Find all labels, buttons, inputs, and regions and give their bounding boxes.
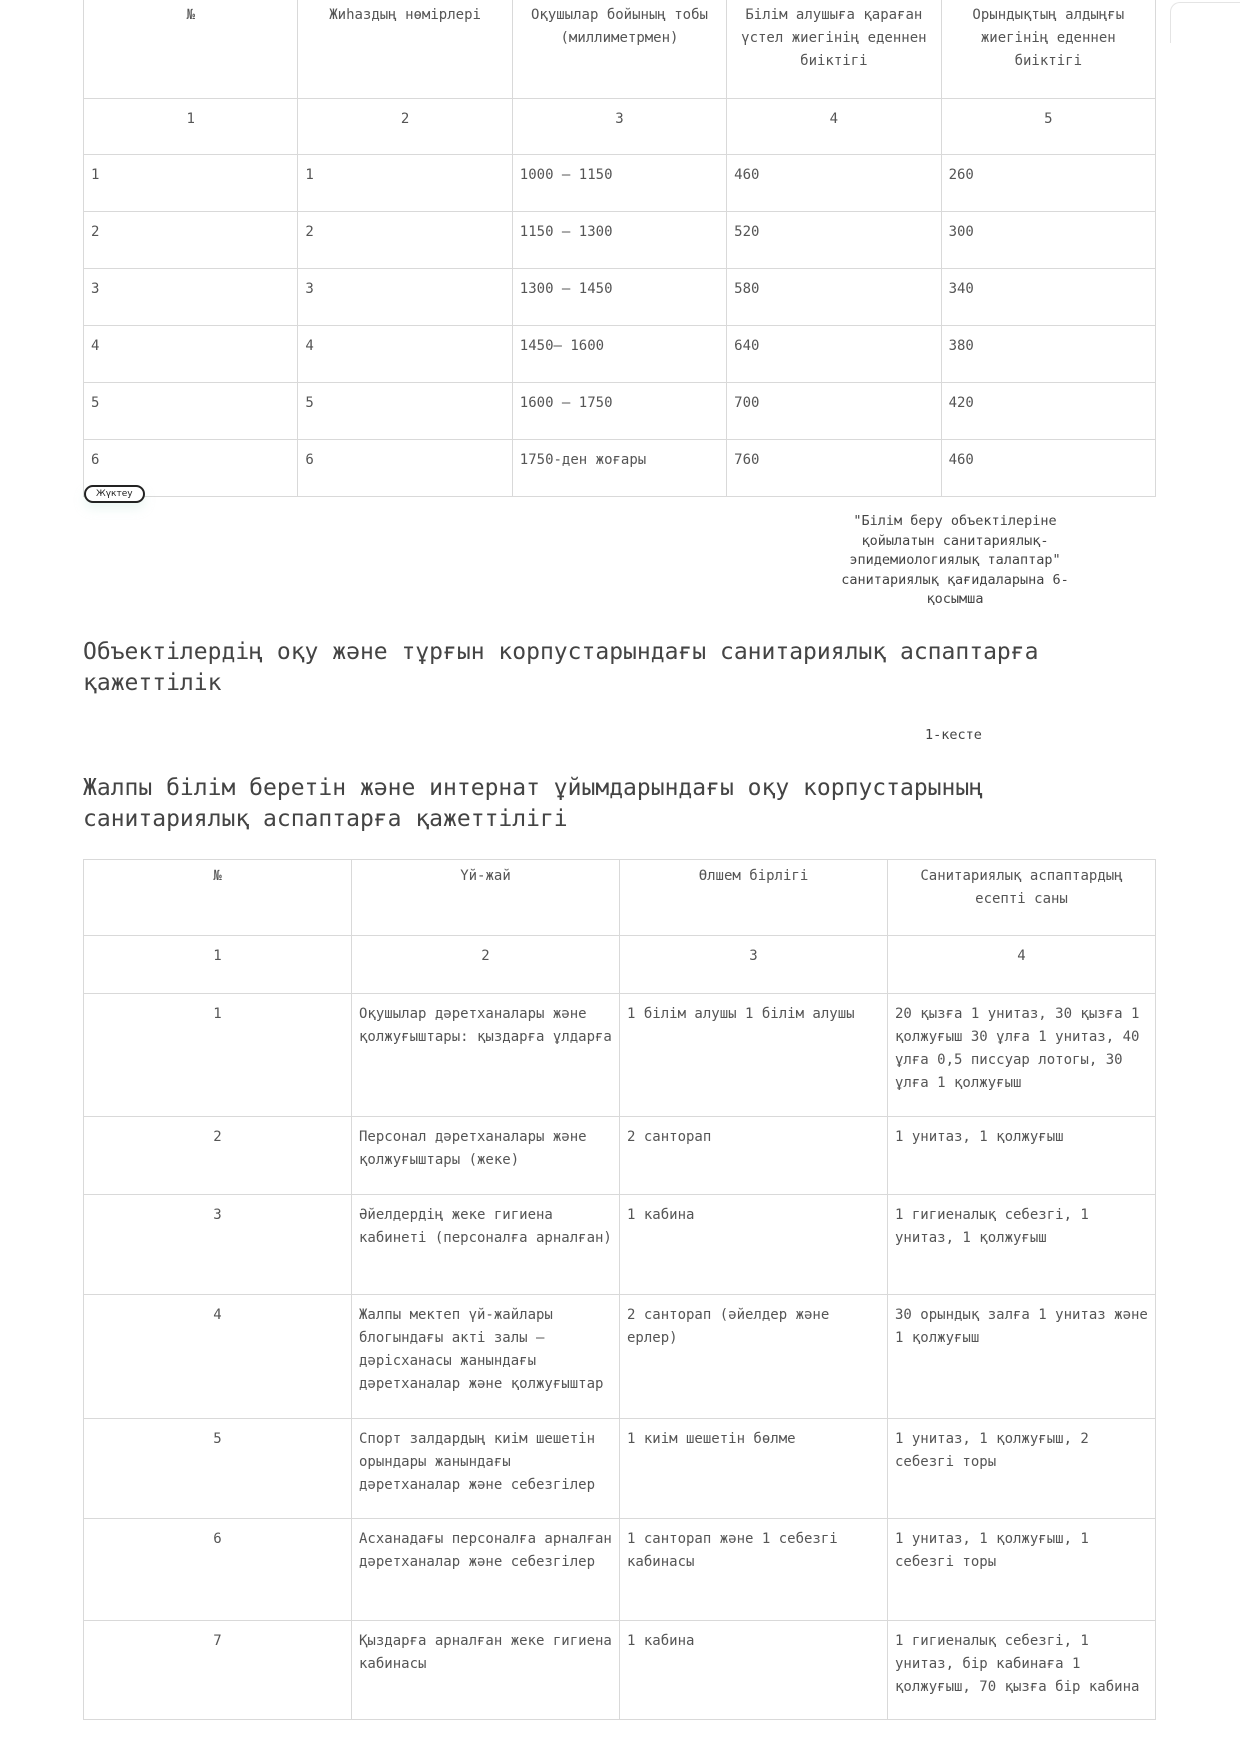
table-row [84, 440, 1156, 497]
table-cell: 260 [941, 155, 1155, 212]
table-row [84, 269, 1156, 326]
table-cell: 3 [298, 269, 512, 326]
header-cell: Орындықтың алдыңғы жиегінің еденнен биіктігі [941, 0, 1155, 99]
table-cell: 6 [84, 1519, 352, 1621]
table-cell: 4 [84, 1295, 352, 1419]
table-row [84, 155, 1156, 212]
table-cell: 2 [84, 212, 298, 269]
table-cell: 7 [84, 1621, 352, 1720]
table-row [84, 1117, 1156, 1195]
annex-note: "Білім беру объектілеріне қойылатын санитариялық-эпидемиологиялық талаптар" санитариялық қағидаларына 6-қосымша [841, 513, 1069, 607]
table-cell: 1750-ден жоғары [512, 440, 726, 497]
table-cell: 380 [941, 326, 1155, 383]
table-header-row [84, 0, 1156, 99]
table-cell: 1 киім шешетін бөлме [620, 1419, 888, 1519]
table-cell: 1 [298, 155, 512, 212]
table-cell: 1 санторап және 1 себезгі кабинасы [620, 1519, 888, 1621]
table-cell: 5 [298, 383, 512, 440]
table-cell: 6 [84, 440, 298, 497]
table-cell: 1000 – 1150 [512, 155, 726, 212]
table-cell: 1600 – 1750 [512, 383, 726, 440]
column-number-cell: 5 [941, 99, 1155, 155]
furniture-height-table [83, 0, 1156, 497]
column-number-cell: 1 [84, 936, 352, 994]
header-cell: Жиһаздың нөмірлері [298, 0, 512, 99]
table-cell: 2 [298, 212, 512, 269]
column-number-cell: 4 [888, 936, 1156, 994]
header-cell: Санитариялық аспаптардың есепті саны [888, 860, 1156, 936]
table-cell: 4 [84, 326, 298, 383]
table-cell: 20 қызға 1 унитаз, 30 қызға 1 қолжуғыш 30 ұлға 1 унитаз, 40 ұлға 0,5 писсуар лотогы, 30 ұлға 1 қолжуғыш [888, 994, 1156, 1117]
table-cell: 1150 – 1300 [512, 212, 726, 269]
table-cell: 420 [941, 383, 1155, 440]
column-number-row [84, 936, 1156, 994]
table-row [84, 1519, 1156, 1621]
table-cell: Жалпы мектеп үй-жайлары блогындағы акті залы – дәрісханасы жанындағы дәретханалар және қолжуғыштар [352, 1295, 620, 1419]
header-cell: Білім алушыға қараған үстел жиегінің еденнен биіктігі [727, 0, 941, 99]
table-cell: 2 санторап (әйелдер және ерлер) [620, 1295, 888, 1419]
side-panel-frame [1170, 2, 1240, 43]
table-cell: 3 [84, 269, 298, 326]
table-header-row [84, 860, 1156, 936]
table-row [84, 326, 1156, 383]
table-cell: 5 [84, 1419, 352, 1519]
table-row [84, 383, 1156, 440]
header-cell: Өлшем бірлігі [620, 860, 888, 936]
table-cell: 1 унитаз, 1 қолжуғыш, 2 себезгі торы [888, 1419, 1156, 1519]
table-label: 1-кесте [925, 727, 982, 743]
header-cell: Оқушылар бойының тобы (миллиметрмен) [512, 0, 726, 99]
table-cell: 2 санторап [620, 1117, 888, 1195]
table-cell: 700 [727, 383, 941, 440]
table-cell: 4 [298, 326, 512, 383]
table-cell: 30 орындық залға 1 унитаз және 1 қолжуғыш [888, 1295, 1156, 1419]
column-number-cell: 2 [352, 936, 620, 994]
header-cell: № [84, 860, 352, 936]
table-cell: 1450– 1600 [512, 326, 726, 383]
header-cell: Үй-жай [352, 860, 620, 936]
table-cell: Асханадағы персоналға арналған дәретханалар және себезгілер [352, 1519, 620, 1621]
table-cell: 1 [84, 155, 298, 212]
table-row [84, 994, 1156, 1117]
table-row [84, 212, 1156, 269]
table-cell: 1 гигиеналық себезгі, 1 унитаз, 1 қолжуғыш [888, 1195, 1156, 1295]
column-number-cell: 4 [727, 99, 941, 155]
table-cell: Спорт залдардың киім шешетін орындары жанындағы дәретханалар және себезгілер [352, 1419, 620, 1519]
table-cell: 300 [941, 212, 1155, 269]
table-row [84, 1621, 1156, 1720]
sanitary-fixtures-table [83, 859, 1156, 1720]
table-cell: Қыздарға арналған жеке гигиена кабинасы [352, 1621, 620, 1720]
table2-title: Жалпы білім беретін және интернат ұйымдарындағы оқу корпустарының санитариялық аспаптарға қажеттілігі [83, 775, 984, 832]
column-number-cell: 3 [512, 99, 726, 155]
table-cell: 6 [298, 440, 512, 497]
table-cell: 5 [84, 383, 298, 440]
table-cell: 1 гигиеналық себезгі, 1 унитаз, бір кабинаға 1 қолжуғыш, 70 қызға бір кабина [888, 1621, 1156, 1720]
download-button[interactable]: Жүктеу [84, 485, 145, 503]
table-cell: 1300 – 1450 [512, 269, 726, 326]
section-title: Объектілердің оқу және тұрғын корпустарындағы санитариялық аспаптарға қажеттілік [83, 639, 1039, 696]
table-row [84, 1195, 1156, 1295]
table-cell: Әйелдердің жеке гигиена кабинеті (персоналға арналған) [352, 1195, 620, 1295]
header-cell: № [84, 0, 298, 99]
table-cell: 640 [727, 326, 941, 383]
table-cell: 340 [941, 269, 1155, 326]
table-cell: 460 [941, 440, 1155, 497]
table-cell: 1 кабина [620, 1621, 888, 1720]
table-cell: 760 [727, 440, 941, 497]
table-cell: 3 [84, 1195, 352, 1295]
table-cell: 1 унитаз, 1 қолжуғыш, 1 себезгі торы [888, 1519, 1156, 1621]
table-cell: Персонал дәретханалары және қолжуғыштары (жеке) [352, 1117, 620, 1195]
table-row [84, 1419, 1156, 1519]
table-cell: 1 унитаз, 1 қолжуғыш [888, 1117, 1156, 1195]
table-cell: 1 кабина [620, 1195, 888, 1295]
table-cell: 520 [727, 212, 941, 269]
column-number-row [84, 99, 1156, 155]
column-number-cell: 1 [84, 99, 298, 155]
table-cell: 2 [84, 1117, 352, 1195]
column-number-cell: 3 [620, 936, 888, 994]
table-cell: 1 [84, 994, 352, 1117]
table-cell: 460 [727, 155, 941, 212]
table-cell: Оқушылар дәретханалары және қолжуғыштары: қыздарға ұлдарға [352, 994, 620, 1117]
table-cell: 580 [727, 269, 941, 326]
column-number-cell: 2 [298, 99, 512, 155]
table-row [84, 1295, 1156, 1419]
table-cell: 1 білім алушы 1 білім алушы [620, 994, 888, 1117]
